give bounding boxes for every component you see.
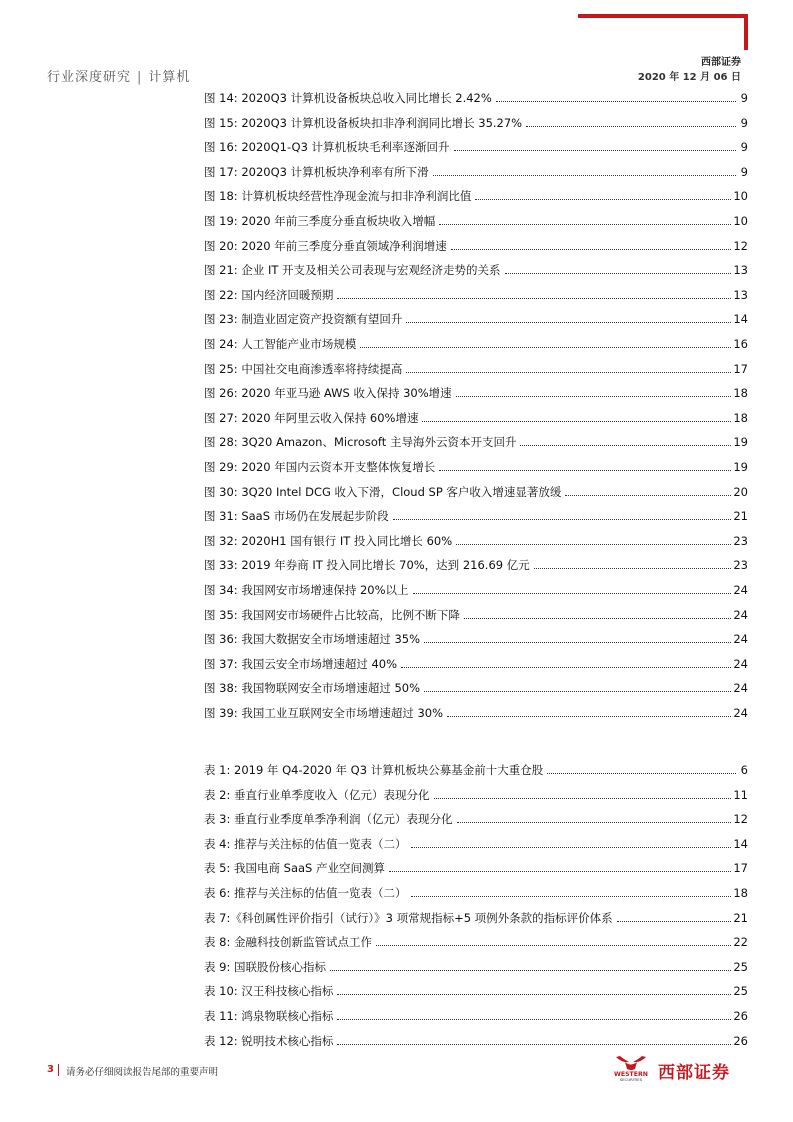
- toc-figure-entry-page: 23: [733, 533, 748, 548]
- toc-leader-dots: [376, 944, 731, 946]
- header-section-title: 行业深度研究: [47, 70, 132, 85]
- toc-figure-entry-page: 24: [733, 607, 748, 622]
- toc-figure-entry-page: 20: [733, 484, 748, 499]
- toc-leader-dots: [337, 1018, 731, 1020]
- toc-table-entry[interactable]: [204, 981, 748, 999]
- toc-table-entry-label: 表 5: 我国电商 SaaS 产业空间测算: [204, 861, 386, 876]
- toc-leader-dots: [424, 690, 731, 692]
- toc-figure-entry-label: 图 36: 我国大数据安全市场增速超过 35%: [204, 632, 421, 647]
- toc-leader-dots: [617, 920, 732, 922]
- toc-figure-entry-label: 图 39: 我国工业互联网安全市场增速超过 30%: [204, 706, 444, 720]
- toc-table-entry[interactable]: [204, 908, 748, 926]
- toc-figure-entry[interactable]: [204, 703, 748, 721]
- toc-figure-entry[interactable]: [204, 629, 748, 647]
- toc-table-entry-label: 表 9: 国联股份核心指标: [204, 959, 327, 974]
- toc-leader-dots: [534, 567, 732, 569]
- toc-figure-entry-label: 图 23: 制造业固定资产投资额有望回升: [204, 312, 403, 327]
- header-industry: 计算机: [148, 70, 191, 85]
- toc-leader-dots: [447, 715, 731, 717]
- toc-table-entry-page: 11: [733, 787, 748, 802]
- toc-figure-entry-label: 图 25: 中国社交电商渗透率将持续提高: [204, 361, 403, 376]
- toc-table-entry[interactable]: [204, 1031, 748, 1049]
- toc-leader-dots: [464, 617, 732, 619]
- toc-figure-entry-page: 10: [733, 189, 748, 204]
- toc-table-entry-label: 表 4: 推荐与关注标的估值一览表（二）: [204, 836, 407, 851]
- toc-figure-entry[interactable]: [204, 113, 748, 131]
- footer-separator: [58, 1064, 59, 1076]
- toc-leader-dots: [433, 174, 736, 176]
- toc-table-entry[interactable]: [204, 834, 748, 852]
- toc-figure-entry-label: 图 20: 2020 年前三季度分垂直领域净利润增速: [204, 238, 447, 253]
- toc-table-entry[interactable]: [204, 883, 748, 901]
- toc-figure-entry-page: 14: [733, 312, 748, 327]
- header-rule-vertical: [744, 14, 748, 50]
- toc-leader-dots: [456, 395, 732, 397]
- toc-leader-dots: [520, 444, 731, 446]
- toc-figure-entry-label: 图 22: 国内经济回暖预期: [204, 287, 334, 302]
- toc-figure-entry[interactable]: [204, 137, 748, 155]
- toc-figure-entry[interactable]: [204, 482, 748, 500]
- toc-figure-entry-label: 图 14: 2020Q3 计算机设备板块总收入同比增长 2.42%: [204, 91, 492, 105]
- toc-table-entry-label: 表 6: 推荐与关注标的估值一览表（二）: [204, 886, 407, 900]
- toc-figure-entry-label: 图 16: 2020Q1-Q3 计算机板块毛利率逐渐回升: [204, 140, 450, 155]
- header-rule-horizontal: [578, 14, 748, 18]
- toc-table-entry-label: 表 10: 汉王科技核心指标: [204, 984, 334, 999]
- toc-figure-entry-page: 17: [733, 361, 748, 376]
- toc-table-entry-page: 21: [733, 910, 748, 925]
- toc-figure-entry-label: 图 32: 2020H1 国有银行 IT 投入同比增长 60%: [204, 533, 453, 548]
- toc-leader-dots: [411, 846, 732, 848]
- toc-figure-entry-page: 23: [733, 558, 748, 573]
- toc-table-entry-page: 26: [733, 1009, 748, 1023]
- toc-leader-dots: [454, 149, 736, 151]
- toc-figure-entry[interactable]: [204, 309, 748, 327]
- toc-figure-entry[interactable]: [204, 383, 748, 401]
- toc-figure-entry-label: 图 24: 人工智能产业市场规模: [204, 337, 357, 351]
- toc-figure-entry-label: 图 37: 我国云安全市场增速超过 40%: [204, 656, 398, 671]
- toc-figure-entry[interactable]: [204, 260, 748, 278]
- toc-table-entry-label: 表 8: 金融科技创新监管试点工作: [204, 935, 373, 950]
- toc-figure-entry-label: 图 33: 2019 年券商 IT 投入同比增长 70%，达到 216.69 亿元: [204, 558, 530, 573]
- toc-table-entry-label: 表 3: 垂直行业季度单季净利润（亿元）表现分化: [204, 812, 453, 827]
- toc-figure-entry[interactable]: [204, 580, 748, 598]
- toc-table-entry[interactable]: [204, 957, 748, 975]
- toc-figure-entry-page: 13: [733, 287, 748, 302]
- toc-figure-entry[interactable]: [204, 285, 748, 303]
- toc-leader-dots: [505, 272, 732, 274]
- toc-figure-entry[interactable]: [204, 432, 748, 450]
- toc-figure-entry[interactable]: [204, 408, 748, 426]
- toc-figure-entry-page: 24: [733, 681, 748, 696]
- toc-figure-entry-page: 19: [733, 460, 748, 474]
- toc-figure-entry-page: 24: [733, 632, 748, 647]
- toc-figure-entry-page: 19: [733, 435, 748, 450]
- toc-leader-dots: [389, 870, 731, 872]
- toc-leader-dots: [411, 895, 732, 897]
- toc-leader-dots: [422, 420, 731, 422]
- toc-leader-dots: [565, 494, 731, 496]
- toc-table-entry-page: 25: [733, 984, 748, 999]
- toc-figure-entry[interactable]: [204, 457, 748, 475]
- toc-table-entry-page: 22: [733, 935, 748, 950]
- toc-leader-dots: [547, 772, 736, 774]
- logo-text-en: WESTERN: [614, 1071, 648, 1078]
- toc-figure-entry-page: 13: [733, 263, 748, 278]
- toc-table-entry-page: 12: [733, 812, 748, 827]
- toc-leader-dots: [434, 797, 732, 799]
- toc-figure-entry[interactable]: [204, 211, 748, 229]
- toc-table-entry-label: 表 2: 垂直行业单季度收入（亿元）表现分化: [204, 787, 430, 802]
- toc-figure-entry-label: 图 35: 我国网安市场硬件占比较高，比例不断下降: [204, 607, 460, 622]
- toc-figure-entry-label: 图 30: 3Q20 Intel DCG 收入下滑，Cloud SP 客户收入增速显著放缓: [204, 484, 562, 499]
- toc-figure-entry-label: 图 31: SaaS 市场仍在发展起步阶段: [204, 509, 389, 524]
- toc-figure-entry[interactable]: [204, 334, 748, 352]
- toc-figure-entry-page: 9: [740, 140, 748, 155]
- toc-table-entry-label: 表 7:《科创属性评价指引（试行）》3 项常规指标+5 项例外条款的指标评价体系: [204, 910, 613, 925]
- toc-leader-dots: [456, 543, 731, 545]
- toc-leader-dots: [360, 346, 731, 348]
- toc-table-entry-page: 26: [733, 1033, 748, 1048]
- toc-figure-entry-label: 图 26: 2020 年亚马逊 AWS 收入保持 30%增速: [204, 386, 452, 401]
- toc-figure-entry[interactable]: [204, 678, 748, 696]
- toc-figure-entry-page: 18: [733, 410, 748, 425]
- toc-table-entry-page: 25: [733, 959, 748, 974]
- toc-figure-entry-label: 图 34: 我国网安市场增速保持 20%以上: [204, 583, 409, 597]
- toc-leader-dots: [413, 592, 732, 594]
- toc-figure-entry-page: 12: [733, 238, 748, 253]
- toc-table-entry-label: 表 11: 鸿泉物联核心指标: [204, 1009, 334, 1023]
- toc-figure-entry-page: 24: [733, 583, 748, 597]
- toc-leader-dots: [496, 100, 736, 102]
- toc-leader-dots: [406, 371, 731, 373]
- toc-figure-entry-page: 24: [733, 656, 748, 671]
- toc-leader-dots: [330, 969, 731, 971]
- toc-table-entry[interactable]: [204, 932, 748, 950]
- toc-figure-entry[interactable]: [204, 186, 748, 204]
- toc-table-entry[interactable]: [204, 809, 748, 827]
- toc-figure-entry[interactable]: [204, 506, 748, 524]
- toc-figure-entry[interactable]: [204, 531, 748, 549]
- toc-figure-entry[interactable]: [204, 162, 748, 180]
- toc-figure-entry[interactable]: [204, 359, 748, 377]
- toc-figure-entry-page: 9: [740, 91, 748, 105]
- toc-figure-entry[interactable]: [204, 236, 748, 254]
- toc-figure-entry-page: 24: [733, 706, 748, 720]
- logo-text-en-sub: SECURITIES: [619, 1077, 643, 1082]
- toc-table-entry-page: 18: [733, 886, 748, 900]
- toc-figure-entry-label: 图 21: 企业 IT 开支及相关公司表现与宏观经济走势的关系: [204, 263, 501, 278]
- header-separator: |: [137, 70, 143, 85]
- toc-figure-entry-label: 图 28: 3Q20 Amazon、Microsoft 主导海外云资本开支回升: [204, 435, 517, 450]
- toc-figure-entry-label: 图 18: 计算机板块经营性净现金流与扣非净利润比值: [204, 189, 472, 204]
- toc-figure-entry-label: 图 17: 2020Q3 计算机板块净利率有所下滑: [204, 164, 429, 179]
- toc-figure-entry[interactable]: [204, 605, 748, 623]
- toc-table-entry[interactable]: [204, 858, 748, 876]
- toc-leader-dots: [337, 993, 731, 995]
- toc-leader-dots: [475, 198, 731, 200]
- toc-figure-entry-page: 21: [733, 509, 748, 524]
- toc-figure-entry[interactable]: [204, 555, 748, 573]
- toc-leader-dots: [451, 248, 732, 250]
- toc-table-entry-label: 表 1: 2019 年 Q4-2020 年 Q3 计算机板块公募基金前十大重仓股: [204, 763, 544, 777]
- toc-figure-entry-label: 图 15: 2020Q3 计算机设备板块扣非净利润同比增长 35.27%: [204, 115, 523, 130]
- header-brand: 西部证券: [701, 57, 741, 68]
- toc-table-entry[interactable]: [204, 760, 748, 778]
- toc-leader-dots: [337, 297, 731, 299]
- toc-table-entry-page: 6: [740, 763, 748, 777]
- toc-figure-entry-page: 9: [740, 164, 748, 179]
- toc-figure-entry[interactable]: [204, 88, 748, 106]
- toc-leader-dots: [457, 821, 732, 823]
- footer-page-number: 3: [47, 1064, 54, 1075]
- toc-figure-entry-page: 18: [733, 386, 748, 401]
- toc-leader-dots: [406, 321, 731, 323]
- toc-figure-entry-label: 图 38: 我国物联网安全市场增速超过 50%: [204, 681, 421, 696]
- logo-text-cn: 西部证券: [658, 1063, 730, 1083]
- toc-leader-dots: [439, 469, 731, 471]
- toc-leader-dots: [401, 666, 731, 668]
- company-logo: [608, 1054, 748, 1082]
- toc-figure-entry-page: 16: [733, 337, 748, 351]
- toc-figure-entry[interactable]: [204, 654, 748, 672]
- toc-leader-dots: [526, 125, 736, 127]
- toc-figure-entry-label: 图 27: 2020 年阿里云收入保持 60%增速: [204, 410, 419, 425]
- footer-disclaimer: 请务必仔细阅读报告尾部的重要声明: [66, 1067, 219, 1078]
- toc-table-entry[interactable]: [204, 785, 748, 803]
- toc-leader-dots: [424, 641, 731, 643]
- toc-table-entry-label: 表 12: 锐明技术核心指标: [204, 1033, 334, 1048]
- toc-figure-entry-label: 图 29: 2020 年国内云资本开支整体恢复增长: [204, 460, 436, 474]
- western-securities-logo-icon: [608, 1054, 654, 1082]
- toc-leader-dots: [337, 1043, 731, 1045]
- toc-figure-entry-label: 图 19: 2020 年前三季度分垂直板块收入增幅: [204, 214, 436, 228]
- toc-leader-dots: [393, 518, 732, 520]
- toc-leader-dots: [439, 223, 731, 225]
- toc-figure-entry-page: 9: [740, 115, 748, 130]
- header-section: [47, 66, 190, 85]
- toc-table-entry-page: 14: [733, 836, 748, 851]
- toc-table-entry[interactable]: [204, 1006, 748, 1024]
- toc-table-entry-page: 17: [733, 861, 748, 876]
- toc-figure-entry-page: 10: [733, 214, 748, 228]
- header-date: 2020 年 12 月 06 日: [637, 72, 741, 83]
